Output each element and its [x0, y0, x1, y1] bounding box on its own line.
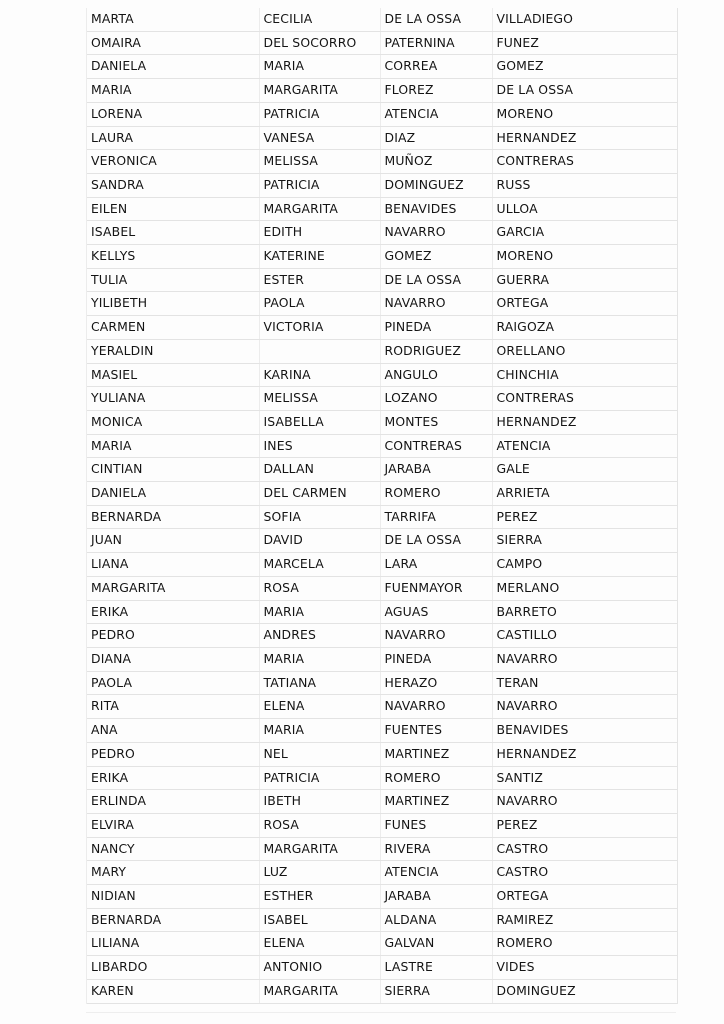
- first-name-cell: ELVIRA: [87, 813, 259, 837]
- first-surname-cell: HERAZO: [380, 671, 492, 695]
- first-name-cell: NIDIAN: [87, 885, 259, 909]
- first-surname-cell: CONTRERAS: [380, 434, 492, 458]
- table-row: [87, 813, 677, 837]
- first-surname-cell: FUENMAYOR: [380, 576, 492, 600]
- first-name-cell: MARIA: [87, 434, 259, 458]
- first-name-cell: KELLYS: [87, 245, 259, 269]
- table-row: [87, 482, 677, 506]
- table-row: [87, 600, 677, 624]
- second-name-cell: KATERINE: [259, 245, 380, 269]
- first-name-cell: PEDRO: [87, 624, 259, 648]
- second-surname-cell: PEREZ: [492, 813, 677, 837]
- table-row: [87, 861, 677, 885]
- second-surname-cell: CASTRO: [492, 837, 677, 861]
- first-surname-cell: FUENTES: [380, 719, 492, 743]
- table-row: [87, 908, 677, 932]
- first-name-cell: ISABEL: [87, 221, 259, 245]
- first-surname-cell: DE LA OSSA: [380, 529, 492, 553]
- second-name-cell: MARCELA: [259, 553, 380, 577]
- first-surname-cell: RIVERA: [380, 837, 492, 861]
- second-name-cell: INES: [259, 434, 380, 458]
- table-bottom-edge: [86, 1012, 676, 1013]
- second-name-cell: MARGARITA: [259, 197, 380, 221]
- second-surname-cell: ORTEGA: [492, 292, 677, 316]
- first-name-cell: VERONICA: [87, 150, 259, 174]
- first-surname-cell: LOZANO: [380, 387, 492, 411]
- second-name-cell: ELENA: [259, 932, 380, 956]
- second-surname-cell: GARCIA: [492, 221, 677, 245]
- first-name-cell: BERNARDA: [87, 505, 259, 529]
- second-name-cell: MARGARITA: [259, 79, 380, 103]
- table-row: [87, 197, 677, 221]
- second-name-cell: ESTER: [259, 268, 380, 292]
- first-surname-cell: GOMEZ: [380, 245, 492, 269]
- second-surname-cell: PEREZ: [492, 505, 677, 529]
- second-surname-cell: CASTRO: [492, 861, 677, 885]
- second-name-cell: ESTHER: [259, 885, 380, 909]
- second-surname-cell: MERLANO: [492, 576, 677, 600]
- first-surname-cell: ALDANA: [380, 908, 492, 932]
- table-row: [87, 529, 677, 553]
- second-name-cell: MARIA: [259, 600, 380, 624]
- first-surname-cell: DE LA OSSA: [380, 268, 492, 292]
- second-surname-cell: DOMINGUEZ: [492, 979, 677, 1003]
- first-surname-cell: BENAVIDES: [380, 197, 492, 221]
- first-name-cell: PEDRO: [87, 742, 259, 766]
- second-surname-cell: NAVARRO: [492, 647, 677, 671]
- second-name-cell: MELISSA: [259, 387, 380, 411]
- first-surname-cell: RODRIGUEZ: [380, 339, 492, 363]
- first-surname-cell: NAVARRO: [380, 624, 492, 648]
- table-row: [87, 766, 677, 790]
- first-surname-cell: ATENCIA: [380, 102, 492, 126]
- second-surname-cell: CHINCHIA: [492, 363, 677, 387]
- second-surname-cell: RAMIREZ: [492, 908, 677, 932]
- second-surname-cell: ROMERO: [492, 932, 677, 956]
- first-name-cell: ANA: [87, 719, 259, 743]
- first-surname-cell: ANGULO: [380, 363, 492, 387]
- first-name-cell: ERIKA: [87, 766, 259, 790]
- first-name-cell: LILIANA: [87, 932, 259, 956]
- second-surname-cell: VILLADIEGO: [492, 8, 677, 31]
- table-row: [87, 410, 677, 434]
- second-name-cell: VANESA: [259, 126, 380, 150]
- first-surname-cell: GALVAN: [380, 932, 492, 956]
- second-name-cell: CECILIA: [259, 8, 380, 31]
- second-surname-cell: NAVARRO: [492, 790, 677, 814]
- second-name-cell: NEL: [259, 742, 380, 766]
- first-name-cell: DANIELA: [87, 55, 259, 79]
- first-name-cell: MASIEL: [87, 363, 259, 387]
- first-name-cell: LIBARDO: [87, 956, 259, 980]
- second-surname-cell: DE LA OSSA: [492, 79, 677, 103]
- table-row: [87, 956, 677, 980]
- second-surname-cell: GUERRA: [492, 268, 677, 292]
- table-row: [87, 719, 677, 743]
- names-sheet: [86, 8, 678, 1004]
- table-row: [87, 126, 677, 150]
- first-surname-cell: JARABA: [380, 885, 492, 909]
- second-surname-cell: TERAN: [492, 671, 677, 695]
- first-surname-cell: CORREA: [380, 55, 492, 79]
- first-surname-cell: MARTINEZ: [380, 742, 492, 766]
- first-surname-cell: PINEDA: [380, 647, 492, 671]
- names-table-body: [87, 8, 677, 1003]
- first-surname-cell: LARA: [380, 553, 492, 577]
- second-name-cell: TATIANA: [259, 671, 380, 695]
- first-name-cell: SANDRA: [87, 173, 259, 197]
- second-name-cell: SOFIA: [259, 505, 380, 529]
- second-surname-cell: CONTRERAS: [492, 150, 677, 174]
- first-surname-cell: PATERNINA: [380, 31, 492, 55]
- first-name-cell: NANCY: [87, 837, 259, 861]
- first-surname-cell: MARTINEZ: [380, 790, 492, 814]
- first-name-cell: MONICA: [87, 410, 259, 434]
- first-surname-cell: ROMERO: [380, 482, 492, 506]
- first-surname-cell: NAVARRO: [380, 695, 492, 719]
- second-name-cell: PAOLA: [259, 292, 380, 316]
- first-surname-cell: DOMINGUEZ: [380, 173, 492, 197]
- table-row: [87, 316, 677, 340]
- second-name-cell: MARGARITA: [259, 837, 380, 861]
- first-name-cell: EILEN: [87, 197, 259, 221]
- second-surname-cell: ULLOA: [492, 197, 677, 221]
- second-name-cell: DAVID: [259, 529, 380, 553]
- second-surname-cell: NAVARRO: [492, 695, 677, 719]
- second-surname-cell: MORENO: [492, 245, 677, 269]
- first-surname-cell: MONTES: [380, 410, 492, 434]
- table-row: [87, 979, 677, 1003]
- first-name-cell: RITA: [87, 695, 259, 719]
- table-row: [87, 150, 677, 174]
- first-name-cell: TULIA: [87, 268, 259, 292]
- first-name-cell: ERIKA: [87, 600, 259, 624]
- first-surname-cell: JARABA: [380, 458, 492, 482]
- second-name-cell: LUZ: [259, 861, 380, 885]
- second-name-cell: KARINA: [259, 363, 380, 387]
- second-name-cell: ISABEL: [259, 908, 380, 932]
- second-surname-cell: GALE: [492, 458, 677, 482]
- first-surname-cell: NAVARRO: [380, 292, 492, 316]
- second-name-cell: DEL CARMEN: [259, 482, 380, 506]
- second-name-cell: PATRICIA: [259, 766, 380, 790]
- table-row: [87, 339, 677, 363]
- second-name-cell: ELENA: [259, 695, 380, 719]
- second-surname-cell: CONTRERAS: [492, 387, 677, 411]
- table-row: [87, 932, 677, 956]
- first-name-cell: OMAIRA: [87, 31, 259, 55]
- second-surname-cell: CASTILLO: [492, 624, 677, 648]
- second-name-cell: ANTONIO: [259, 956, 380, 980]
- table-row: [87, 31, 677, 55]
- first-surname-cell: FUNES: [380, 813, 492, 837]
- table-row: [87, 624, 677, 648]
- second-surname-cell: ORTEGA: [492, 885, 677, 909]
- second-surname-cell: GOMEZ: [492, 55, 677, 79]
- first-surname-cell: PINEDA: [380, 316, 492, 340]
- second-name-cell: EDITH: [259, 221, 380, 245]
- first-name-cell: YULIANA: [87, 387, 259, 411]
- second-surname-cell: FUNEZ: [492, 31, 677, 55]
- first-name-cell: CINTIAN: [87, 458, 259, 482]
- first-name-cell: MARTA: [87, 8, 259, 31]
- second-name-cell: MARIA: [259, 719, 380, 743]
- second-surname-cell: ORELLANO: [492, 339, 677, 363]
- table-row: [87, 576, 677, 600]
- first-name-cell: BERNARDA: [87, 908, 259, 932]
- first-name-cell: JUAN: [87, 529, 259, 553]
- table-row: [87, 553, 677, 577]
- first-name-cell: MARY: [87, 861, 259, 885]
- second-name-cell: ROSA: [259, 576, 380, 600]
- second-name-cell: ISABELLA: [259, 410, 380, 434]
- table-row: [87, 837, 677, 861]
- second-name-cell: MARGARITA: [259, 979, 380, 1003]
- first-name-cell: DIANA: [87, 647, 259, 671]
- second-name-cell: [259, 339, 380, 363]
- table-row: [87, 742, 677, 766]
- first-name-cell: CARMEN: [87, 316, 259, 340]
- second-surname-cell: SANTIZ: [492, 766, 677, 790]
- table-row: [87, 292, 677, 316]
- second-surname-cell: SIERRA: [492, 529, 677, 553]
- first-name-cell: YERALDIN: [87, 339, 259, 363]
- second-name-cell: ROSA: [259, 813, 380, 837]
- first-surname-cell: DE LA OSSA: [380, 8, 492, 31]
- table-row: [87, 434, 677, 458]
- second-name-cell: MELISSA: [259, 150, 380, 174]
- table-row: [87, 8, 677, 31]
- first-surname-cell: TARRIFA: [380, 505, 492, 529]
- second-name-cell: VICTORIA: [259, 316, 380, 340]
- table-row: [87, 458, 677, 482]
- first-surname-cell: ROMERO: [380, 766, 492, 790]
- first-surname-cell: DIAZ: [380, 126, 492, 150]
- table-row: [87, 245, 677, 269]
- second-surname-cell: BARRETO: [492, 600, 677, 624]
- table-row: [87, 268, 677, 292]
- first-surname-cell: NAVARRO: [380, 221, 492, 245]
- table-row: [87, 671, 677, 695]
- second-name-cell: DEL SOCORRO: [259, 31, 380, 55]
- first-surname-cell: LASTRE: [380, 956, 492, 980]
- first-name-cell: LORENA: [87, 102, 259, 126]
- second-surname-cell: HERNANDEZ: [492, 126, 677, 150]
- table-row: [87, 102, 677, 126]
- first-surname-cell: MUÑOZ: [380, 150, 492, 174]
- second-surname-cell: RAIGOZA: [492, 316, 677, 340]
- second-surname-cell: CAMPO: [492, 553, 677, 577]
- first-surname-cell: AGUAS: [380, 600, 492, 624]
- second-surname-cell: ARRIETA: [492, 482, 677, 506]
- table-row: [87, 221, 677, 245]
- second-surname-cell: ATENCIA: [492, 434, 677, 458]
- first-name-cell: MARGARITA: [87, 576, 259, 600]
- second-surname-cell: MORENO: [492, 102, 677, 126]
- second-name-cell: DALLAN: [259, 458, 380, 482]
- second-name-cell: IBETH: [259, 790, 380, 814]
- table-row: [87, 387, 677, 411]
- table-row: [87, 695, 677, 719]
- table-row: [87, 790, 677, 814]
- second-name-cell: ANDRES: [259, 624, 380, 648]
- second-surname-cell: HERNANDEZ: [492, 742, 677, 766]
- first-name-cell: PAOLA: [87, 671, 259, 695]
- first-name-cell: KAREN: [87, 979, 259, 1003]
- first-surname-cell: FLOREZ: [380, 79, 492, 103]
- table-row: [87, 505, 677, 529]
- first-name-cell: YILIBETH: [87, 292, 259, 316]
- second-name-cell: MARIA: [259, 55, 380, 79]
- first-name-cell: MARIA: [87, 79, 259, 103]
- first-surname-cell: ATENCIA: [380, 861, 492, 885]
- table-row: [87, 363, 677, 387]
- table-row: [87, 173, 677, 197]
- names-table: [87, 8, 677, 1004]
- second-surname-cell: VIDES: [492, 956, 677, 980]
- second-surname-cell: BENAVIDES: [492, 719, 677, 743]
- table-row: [87, 647, 677, 671]
- second-surname-cell: RUSS: [492, 173, 677, 197]
- first-name-cell: ERLINDA: [87, 790, 259, 814]
- first-name-cell: LIANA: [87, 553, 259, 577]
- second-surname-cell: HERNANDEZ: [492, 410, 677, 434]
- second-name-cell: MARIA: [259, 647, 380, 671]
- second-name-cell: PATRICIA: [259, 173, 380, 197]
- second-name-cell: PATRICIA: [259, 102, 380, 126]
- first-name-cell: DANIELA: [87, 482, 259, 506]
- first-surname-cell: SIERRA: [380, 979, 492, 1003]
- table-row: [87, 79, 677, 103]
- table-row: [87, 885, 677, 909]
- first-name-cell: LAURA: [87, 126, 259, 150]
- table-row: [87, 55, 677, 79]
